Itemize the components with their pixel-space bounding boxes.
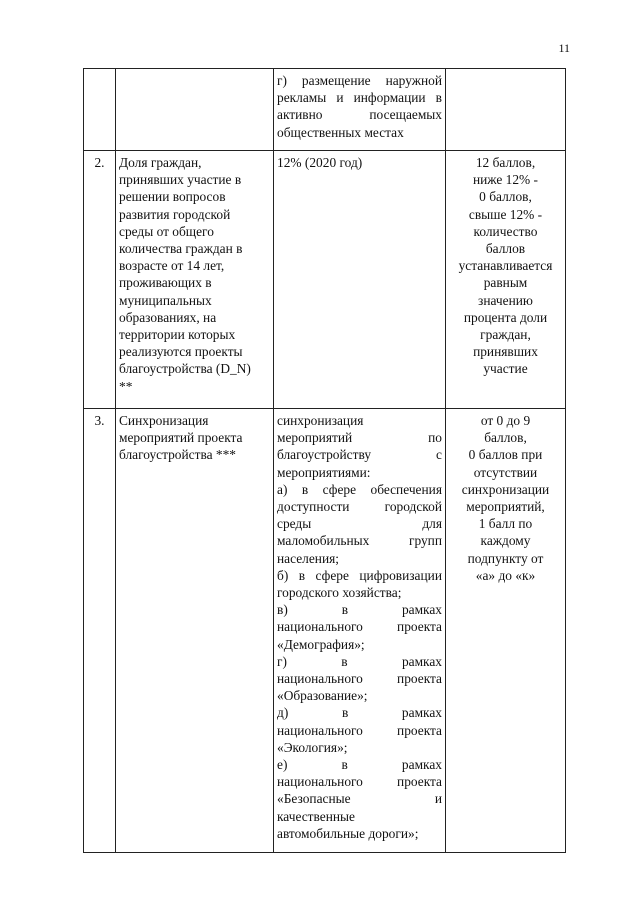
value-line: национального проекта bbox=[277, 671, 442, 687]
table-row bbox=[84, 151, 566, 409]
score-line: 0 баллов, bbox=[479, 189, 532, 205]
value-line: качественные bbox=[277, 808, 355, 824]
indicator-line: благоустройства (D_N) bbox=[119, 361, 251, 377]
page-number: 11 bbox=[558, 41, 570, 55]
value-cell bbox=[274, 69, 446, 151]
value-line: автомобильные дороги»; bbox=[277, 825, 419, 841]
score-line: принявших bbox=[473, 344, 538, 360]
score-line: свыше 12% - bbox=[468, 206, 543, 222]
indicator-line: Синхронизация bbox=[119, 413, 209, 428]
row-number: 2. bbox=[84, 151, 116, 409]
indicator-line: среды от общего bbox=[119, 223, 214, 239]
score-line: отсутствии bbox=[473, 464, 538, 480]
value-line: а) в сфере обеспечения bbox=[277, 481, 442, 497]
indicator-line: количества граждан в bbox=[119, 241, 243, 257]
value-line: городского хозяйства; bbox=[277, 585, 402, 601]
indicator-line: принявших участие в bbox=[119, 172, 242, 188]
score-line: ниже 12% - bbox=[472, 172, 539, 188]
value-line: г) в рамках bbox=[277, 653, 442, 669]
value-line: мероприятий по bbox=[277, 430, 442, 446]
value-line: 12% (2020 год) bbox=[277, 155, 363, 170]
score-line: значению bbox=[478, 292, 533, 308]
value-cell bbox=[274, 151, 446, 409]
indicator-line: ** bbox=[119, 378, 133, 394]
value-line: «Безопасные и bbox=[277, 791, 442, 807]
score-line: мероприятий, bbox=[466, 499, 545, 515]
score-cell bbox=[446, 409, 566, 853]
score-line: процента доли bbox=[463, 309, 548, 325]
score-line: 0 баллов при bbox=[468, 447, 543, 463]
score-line: участие bbox=[483, 361, 528, 377]
score-cell bbox=[446, 69, 566, 151]
value-line: населения; bbox=[277, 550, 339, 566]
score-line: баллов, bbox=[484, 430, 527, 446]
value-line: доступности городской bbox=[277, 499, 442, 515]
indicator-line: муниципальных bbox=[119, 292, 212, 308]
row-number: 3. bbox=[84, 409, 116, 853]
indicator-line: проживающих в bbox=[119, 275, 212, 291]
indicator-cell bbox=[116, 69, 274, 151]
value-line: активно посещаемых bbox=[277, 107, 442, 123]
indicator-line: реализуются проекты bbox=[119, 344, 243, 360]
value-line: е) в рамках bbox=[277, 757, 442, 773]
value-line: мероприятиями: bbox=[277, 464, 371, 480]
score-line: равным bbox=[483, 275, 528, 291]
table-row bbox=[84, 409, 566, 853]
indicator-line: образованиях, на bbox=[119, 309, 217, 325]
value-line: маломобильных групп bbox=[277, 533, 442, 549]
value-line: благоустройству с bbox=[277, 447, 442, 463]
value-cell bbox=[274, 409, 446, 853]
value-line: б) в сфере цифровизации bbox=[277, 567, 442, 583]
value-line: общественных местах bbox=[277, 124, 404, 140]
value-line: г) размещение наружной bbox=[277, 73, 442, 88]
score-line: 1 балл по bbox=[478, 516, 533, 532]
indicator-cell bbox=[116, 151, 274, 409]
value-line: «Экология»; bbox=[277, 739, 348, 755]
value-line: национального проекта bbox=[277, 722, 442, 738]
indicator-cell bbox=[116, 409, 274, 853]
value-line: рекламы и информации в bbox=[277, 90, 442, 106]
score-line: 12 баллов, bbox=[475, 155, 536, 170]
value-line: национального проекта bbox=[277, 774, 442, 790]
table-row bbox=[84, 69, 566, 151]
indicator-line: развития городской bbox=[119, 206, 231, 222]
score-line: подпункту от bbox=[467, 550, 544, 566]
indicator-line: благоустройства *** bbox=[119, 447, 236, 463]
score-line: граждан, bbox=[480, 327, 531, 343]
score-line: от 0 до 9 bbox=[480, 413, 531, 428]
score-line: синхронизации bbox=[461, 481, 550, 497]
value-line: синхронизация bbox=[277, 413, 364, 428]
criteria-table bbox=[83, 68, 566, 853]
indicator-line: территории которых bbox=[119, 327, 236, 343]
value-line: среды для bbox=[277, 516, 442, 532]
score-cell bbox=[446, 151, 566, 409]
score-line: каждому bbox=[480, 533, 531, 549]
row-number bbox=[84, 69, 116, 151]
indicator-line: Доля граждан, bbox=[119, 155, 202, 170]
score-line: «а» до «к» bbox=[475, 567, 536, 583]
value-line: в) в рамках bbox=[277, 602, 442, 618]
indicator-line: возрасте от 14 лет, bbox=[119, 258, 225, 274]
indicator-line: мероприятий проекта bbox=[119, 430, 243, 446]
value-line: д) в рамках bbox=[277, 705, 442, 721]
score-line: устанавливается bbox=[458, 258, 553, 274]
score-line: баллов bbox=[485, 241, 526, 257]
value-line: «Демография»; bbox=[277, 636, 365, 652]
value-line: национального проекта bbox=[277, 619, 442, 635]
score-line: количество bbox=[473, 223, 538, 239]
indicator-line: решении вопросов bbox=[119, 189, 226, 205]
value-line: «Образование»; bbox=[277, 688, 368, 704]
